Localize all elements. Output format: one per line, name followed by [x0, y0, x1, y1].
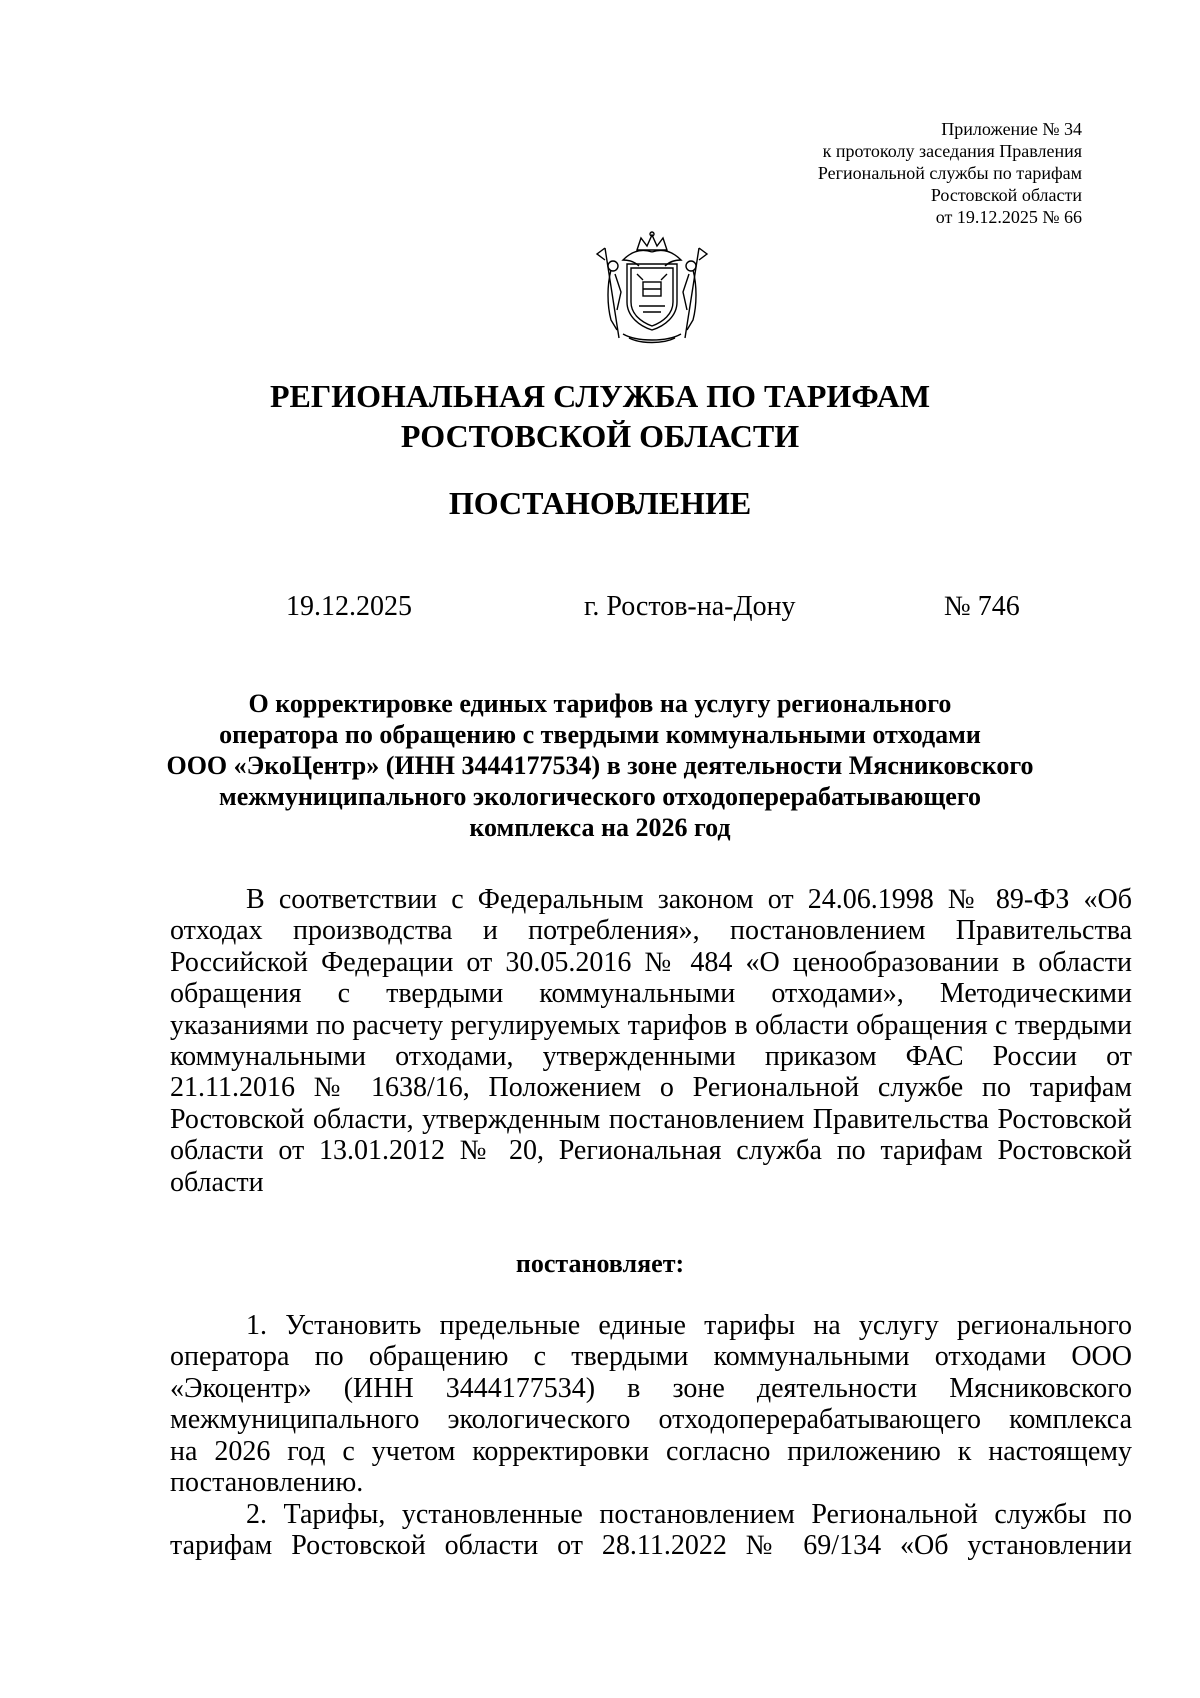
paragraph-line: области от 13.01.2012 № 20, Региональная служба по тарифам Ростовской: [170, 1135, 1132, 1167]
subject-line: О корректировке единых тарифов на услугу регионального: [248, 689, 952, 718]
subject-line: межмуниципального экологического отходоперерабатывающего: [219, 782, 981, 811]
paragraph-line: 2. Тарифы, установленные постановлением Региональной службы по: [246, 1499, 1132, 1530]
organization-title: [0, 376, 1200, 456]
paragraph-line: В соответствии с Федеральным законом от 24.06.1998 № 89-ФЗ «Об: [246, 884, 1132, 915]
subject-line: оператора по обращению с твердыми коммунальными отходами: [219, 720, 981, 749]
item-2-paragraph: [170, 1499, 1132, 1562]
paragraph-line: указаниями по расчету регулируемых тарифов в области обращения с твердыми: [170, 1009, 1132, 1041]
subject-line: ООО «ЭкоЦентр» (ИНН 3444177534) в зоне деятельности Мясниковского: [166, 751, 1034, 780]
document-subject: [150, 688, 1050, 843]
subject-line: комплекса на 2026 год: [469, 813, 731, 842]
item-1-paragraph: [170, 1310, 1132, 1498]
decree-word: постановляет:: [515, 1249, 685, 1278]
appendix-line: от 19.12.2025 № 66: [935, 207, 1082, 227]
document-type: ПОСТАНОВЛЕНИЕ: [448, 485, 752, 521]
paragraph-line: тарифам Ростовской области от 28.11.2022 № 69/134 «Об установлении: [170, 1530, 1132, 1562]
paragraph-line: «Экоцентр» (ИНН 3444177534) в зоне деятельности Мясниковского: [170, 1372, 1132, 1404]
paragraph-line: Российской Федерации от 30.05.2016 № 484 «О ценообразовании в области: [170, 946, 1132, 978]
organization-title-line: РОСТОВСКОЙ ОБЛАСТИ: [400, 418, 800, 454]
organization-title-line: РЕГИОНАЛЬНАЯ СЛУЖБА ПО ТАРИФАМ: [269, 378, 931, 414]
paragraph-line: области: [170, 1166, 264, 1198]
appendix-line: Приложение № 34: [941, 119, 1082, 139]
document-meta-row: [0, 590, 1200, 624]
paragraph-line: постановлению.: [170, 1466, 364, 1498]
document-date: 19.12.2025: [286, 591, 412, 622]
paragraph-line: межмуниципального экологического отходоперерабатывающего комплекса: [170, 1404, 1132, 1436]
appendix-line: к протоколу заседания Правления: [822, 141, 1082, 161]
paragraph-line: 1. Установить предельные единые тарифы на услугу регионального: [246, 1310, 1132, 1341]
paragraph-line: обращения с твердыми коммунальными отходами», Методическими: [170, 978, 1132, 1010]
paragraph-line: 21.11.2016 № 1638/16, Положением о Региональной службе по тарифам: [170, 1072, 1132, 1104]
appendix-reference: [818, 118, 1082, 228]
paragraph-line: на 2026 год с учетом корректировки согласно приложению к настоящему: [170, 1435, 1132, 1467]
paragraph-line: оператора по обращению с твердыми коммунальными отходами ООО: [170, 1341, 1132, 1373]
appendix-line: Ростовской области: [930, 185, 1082, 205]
document-number: № 746: [944, 591, 1020, 622]
paragraph-line: отходах производства и потребления», постановлением Правительства: [170, 915, 1132, 947]
preamble-paragraph: [170, 884, 1132, 1198]
coat-of-arms-icon: [593, 230, 711, 348]
paragraph-line: Ростовской области, утвержденным постановлением Правительства Ростовской: [170, 1103, 1132, 1135]
document-city: г. Ростов-на-Дону: [584, 591, 796, 622]
appendix-line: Региональной службы по тарифам: [817, 163, 1082, 183]
paragraph-line: коммунальными отходами, утвержденными приказом ФАС России от: [170, 1040, 1132, 1072]
